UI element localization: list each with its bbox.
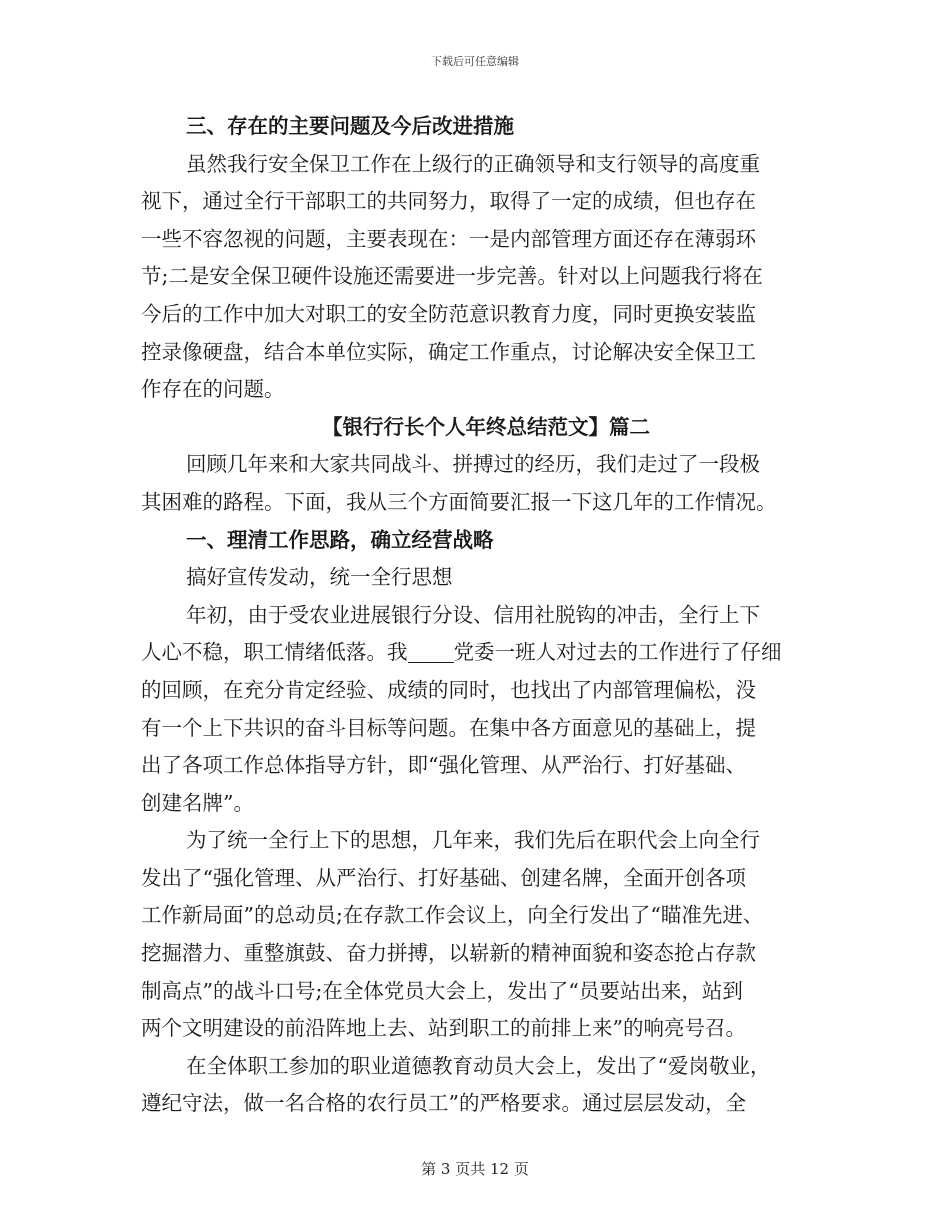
paragraph-line: 工作新局面”的总动员;在存款工作会议上，向全行发出了“瞄准先进、 [141,903,764,928]
section-heading: 三、存在的主要问题及今后改进措施 [186,114,514,138]
blank-fill-underline [408,638,454,663]
paragraph-line: 作存在的问题。 [141,377,285,402]
paragraph-line: 发出了“强化管理、从严治行、打好基础、创建名牌，全面开创各项 [141,865,746,890]
paragraph-line: 有一个上下共识的奋斗目标等问题。在集中各方面意见的基础上，提 [141,715,756,740]
paragraph-line: 遵纪守法，做一名合格的农行员工”的严格要求。通过层层发动，全 [141,1091,746,1116]
paragraph-line: 年初，由于受农业进展银行分设、信用社脱钩的冲击，全行上下 [186,602,760,627]
paragraph-text: 人心不稳，职工情绪低落。我 [141,640,408,665]
paragraph-line [141,634,831,672]
section-heading: 一、理清工作思路，确立经营战略 [186,527,494,552]
paragraph-line: 制高点”的战斗口号;在全体党员大会上，发出了“员要站出来，站到 [141,978,743,1003]
paragraph-line: 创建名牌”。 [141,790,254,815]
paragraph-line: 两个文明建设的前沿阵地上去、站到职工的前排上来”的响亮号召。 [141,1016,746,1041]
paragraph-line: 今后的工作中加大对职工的安全防范意识教育力度，同时更换安装监 [141,301,756,326]
paragraph-text: 党委一班人对过去的工作进行了仔细 [453,640,782,665]
paragraph-line: 回顾几年来和大家共同战斗、拼搏过的经历，我们走过了一段极 [186,452,760,477]
paragraph-line: 一些不容忽视的问题，主要表现在：一是内部管理方面还存在薄弱环 [141,226,756,251]
page-header: 下载后可任意编辑 [431,55,519,68]
paragraph-line: 其困难的路程。下面，我从三个方面简要汇报一下这几年的工作情况。 [141,489,777,514]
subheading-line: 搞好宣传发动，统一全行思想 [186,565,453,590]
document-body [141,108,831,1123]
paragraph-line: 在全体职工参加的职业道德教育动员大会上，发出了“爱岗敬业， [186,1053,771,1078]
paragraph-line: 控录像硬盘，结合本单位实际，确定工作重点，讨论解决安全保卫工 [141,339,756,364]
page-footer: 第 3 页共 12 页 [421,1160,529,1178]
paragraph-line: 视下，通过全行干部职工的共同努力，取得了一定的成绩，但也存在 [141,189,756,214]
paragraph-line: 节;二是安全保卫硬件设施还需要进一步完善。针对以上问题我行将在 [141,264,763,289]
paragraph-line: 的回顾，在充分肯定经验、成绩的同时，也找出了内部管理偏松，没 [141,677,756,702]
paragraph-line: 挖掘潜力、重整旗鼓、奋力拼搏，以崭新的精神面貌和姿态抢占存款 [141,941,756,966]
article-title: 【银行行长个人年终总结范文】篇二 [322,414,650,439]
paragraph-line: 出了各项工作总体指导方针，即“强化管理、从严治行、打好基础、 [141,753,746,778]
paragraph-line: 虽然我行安全保卫工作在上级行的正确领导和支行领导的高度重 [186,151,760,176]
paragraph-line: 为了统一全行上下的思想，几年来，我们先后在职代会上向全行 [186,828,760,853]
